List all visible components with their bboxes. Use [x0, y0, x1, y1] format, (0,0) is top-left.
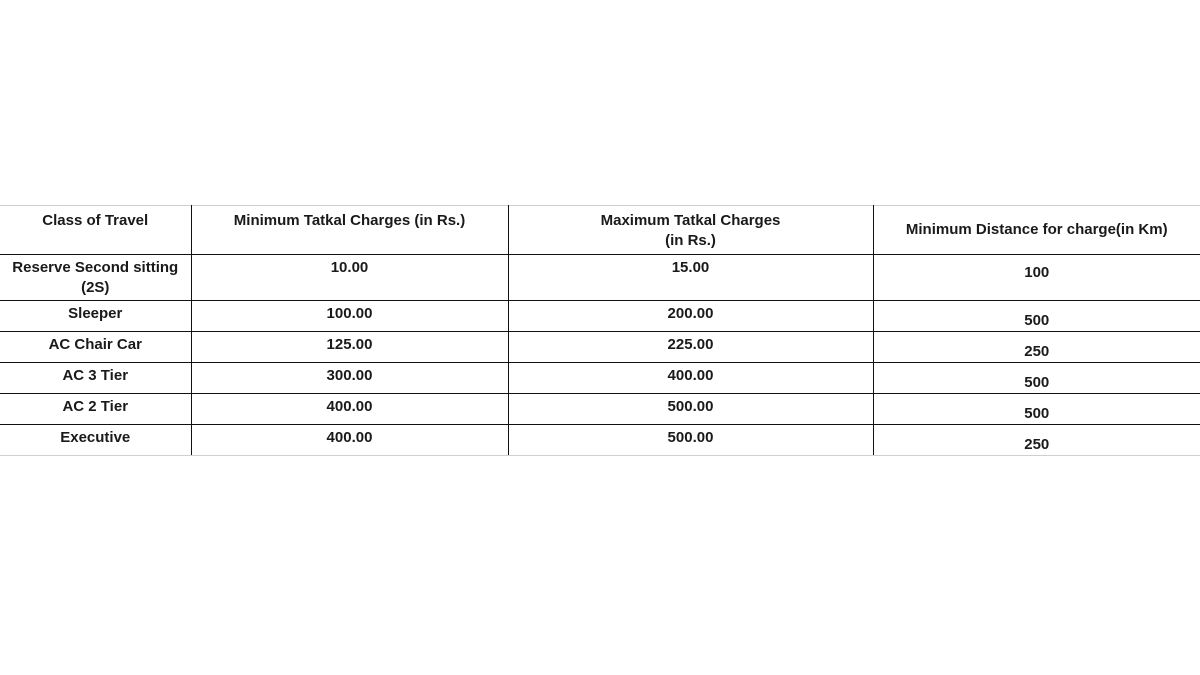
cell-max: 225.00	[508, 332, 873, 363]
table-row	[0, 301, 1200, 332]
cell-class-line1: Reserve Second sitting	[12, 259, 179, 276]
header-max-charges-line2: (in Rs.)	[665, 232, 716, 249]
cell-max: 500.00	[508, 425, 873, 456]
cell-distance: 500	[873, 363, 1200, 394]
cell-min: 10.00	[191, 255, 508, 301]
cell-min: 400.00	[191, 425, 508, 456]
tatkal-charges-table	[0, 205, 1200, 456]
cell-max: 400.00	[508, 363, 873, 394]
cell-max: 15.00	[508, 255, 873, 301]
table-row	[0, 363, 1200, 394]
table-row	[0, 255, 1200, 301]
table-row	[0, 425, 1200, 456]
tatkal-charges-table-container	[0, 205, 1200, 456]
cell-distance: 250	[873, 332, 1200, 363]
cell-max: 200.00	[508, 301, 873, 332]
header-row	[0, 206, 1200, 255]
cell-class: AC 3 Tier	[0, 363, 191, 394]
cell-distance: 500	[873, 394, 1200, 425]
cell-class: Executive	[0, 425, 191, 456]
cell-min: 125.00	[191, 332, 508, 363]
cell-distance: 100	[873, 255, 1200, 301]
cell-class: Sleeper	[0, 301, 191, 332]
cell-distance: 500	[873, 301, 1200, 332]
cell-min: 400.00	[191, 394, 508, 425]
header-min-distance: Minimum Distance for charge(in Km)	[873, 206, 1200, 255]
header-class-of-travel: Class of Travel	[0, 206, 191, 255]
cell-class: AC Chair Car	[0, 332, 191, 363]
header-min-charges: Minimum Tatkal Charges (in Rs.)	[191, 206, 508, 255]
cell-min: 100.00	[191, 301, 508, 332]
table-row	[0, 332, 1200, 363]
header-max-charges	[508, 206, 873, 255]
cell-max: 500.00	[508, 394, 873, 425]
cell-min: 300.00	[191, 363, 508, 394]
header-max-charges-line1: Maximum Tatkal Charges	[600, 212, 781, 229]
cell-class	[0, 255, 191, 301]
cell-class: AC 2 Tier	[0, 394, 191, 425]
cell-class-line2: (2S)	[81, 279, 110, 296]
table-row	[0, 394, 1200, 425]
cell-distance: 250	[873, 425, 1200, 456]
